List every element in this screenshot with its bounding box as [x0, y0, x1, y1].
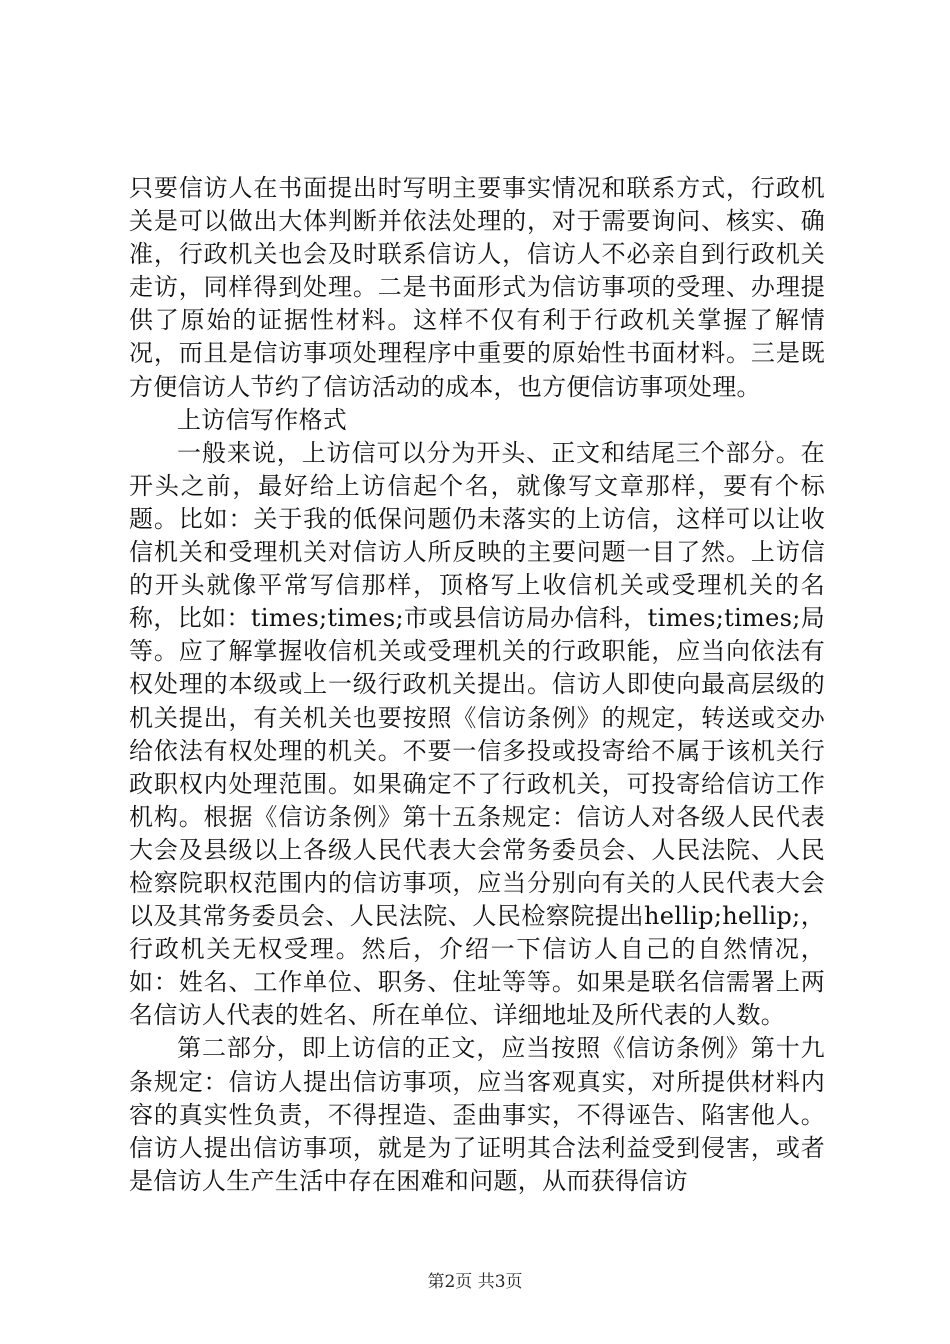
page-number-footer: 第2页 共3页 [427, 1272, 523, 1292]
document-body [129, 172, 825, 1198]
paragraph-format-overview: 一般来说，上访信可以分为开头、正文和结尾三个部分。在开头之前，最好给上访信起个名，就像写文章那样，要有个标题。比如：关于我的低保问题仍未落实的上访信，这样可以让收信机关和受理机关对信访人所反映的主要问题一目了然。上访信的开头就像平常写信那样，顶格写上收信机关或受理机关的名称，比如：times;times;市或县信访局办信科，times;times;局等。应了解掌握收信机关或受理机关的行政职能，应当向依法有权处理的本级或上一级行政机关提出。信访人即使向最高层级的机关提出，有关机关也要按照《信访条例》的规定，转送或交办给依法有权处理的机关。不要一信多投或投寄给不属于该机关行政职权内处理范围。如果确定不了行政机关，可投寄给信访工作机构。根据《信访条例》第十五条规定：信访人对各级人民代表大会及县级以上各级人民代表大会常务委员会、人民法院、人民检察院职权范围内的信访事项，应当分别向有关的人民代表大会以及其常务委员会、人民法院、人民检察院提出hellip;hellip;，行政机关无权受理。然后，介绍一下信访人自己的自然情况，如：姓名、工作单位、职务、住址等等。如果是联名信需署上两名信访人代表的姓名、所在单位、详细地址及所代表的人数。 [129, 438, 825, 1030]
section-heading: 上访信写作格式 [177, 405, 348, 434]
paragraph-second-part: 第二部分，即上访信的正文，应当按照《信访条例》第十九条规定：信访人提出信访事项，应当客观真实，对所提供材料内容的真实性负责，不得捏造、歪曲事实，不得诬告、陷害他人。信访人提出信访事项，就是为了证明其合法利益受到侵害，或者是信访人生产生活中存在困难和问题，从而获得信访 [129, 1034, 825, 1195]
paragraph-continuation: 只要信访人在书面提出时写明主要事实情况和联系方式，行政机关是可以做出大体判断并依法处理的，对于需要询问、核实、确准，行政机关也会及时联系信访人，信访人不必亲自到行政机关走访，同样得到处理。二是书面形式为信访事项的受理、办理提供了原始的证据性材料。这样不仅有利于行政机关掌握了解情况，而且是信访事项处理程序中重要的原始性书面材料。三是既方便信访人节约了信访活动的成本，也方便信访事项处理。 [129, 174, 825, 401]
